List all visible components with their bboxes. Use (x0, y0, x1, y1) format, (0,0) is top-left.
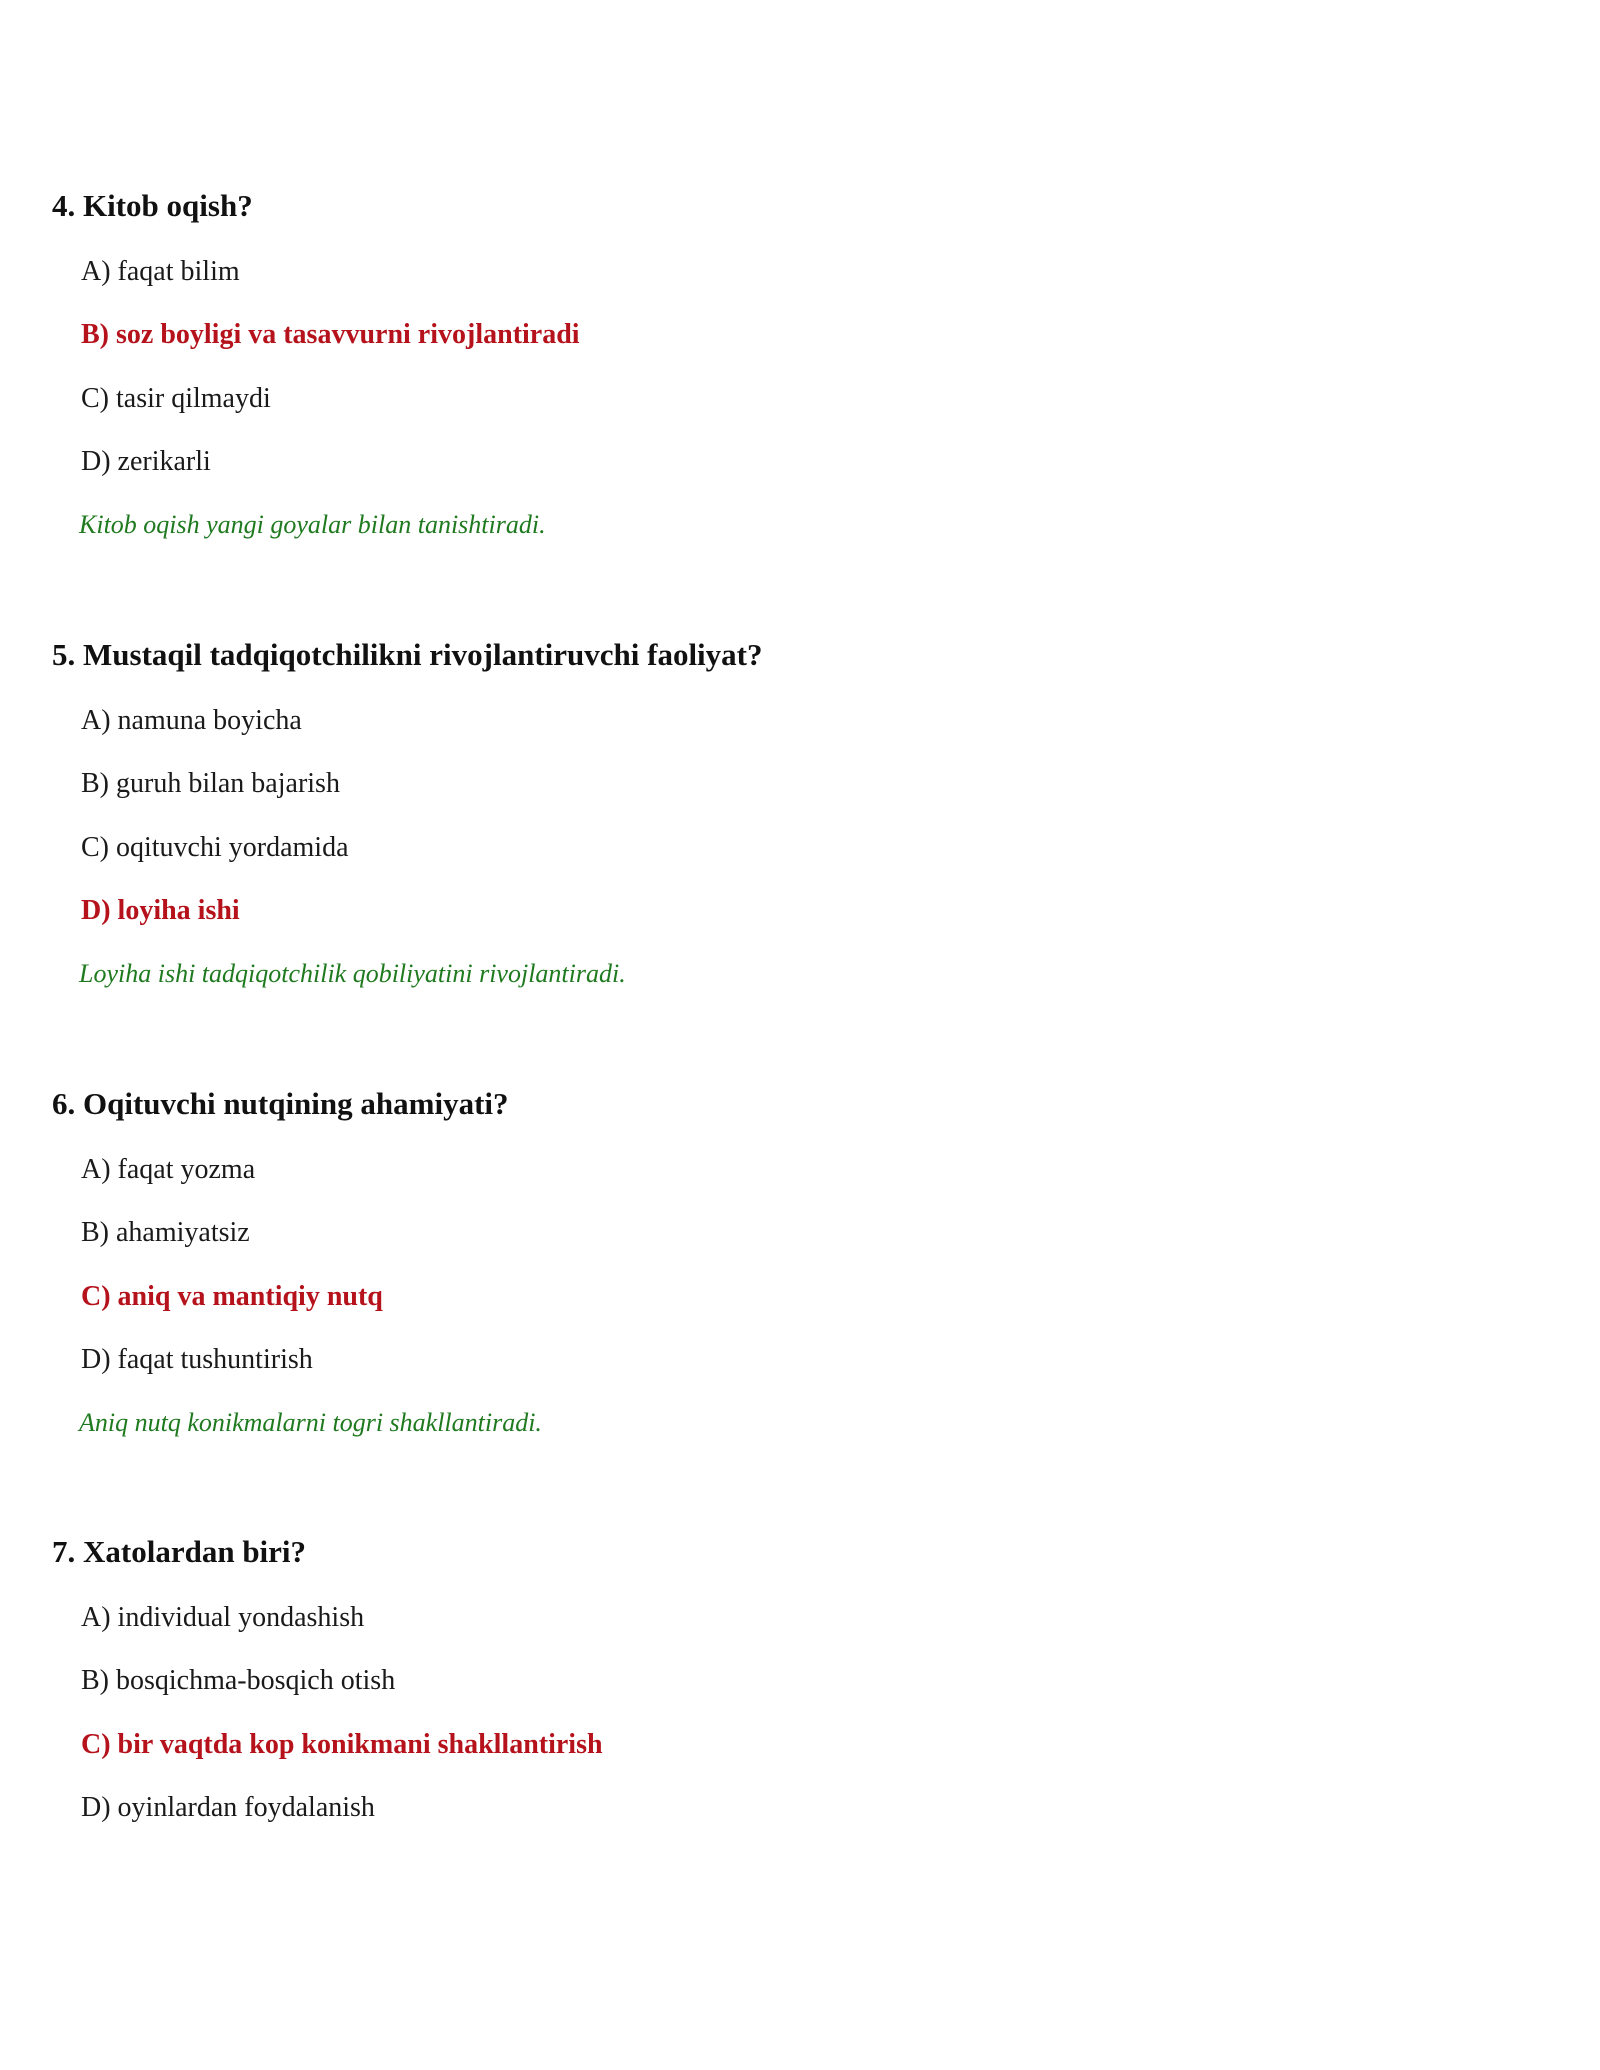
option-d-correct: D) loyiha ishi (81, 895, 240, 926)
option-b: B) bosqichma-bosqich otish (81, 1665, 396, 1696)
option-b: B) guruh bilan bajarish (81, 768, 340, 799)
question-title: 7. Xatolardan biri? (52, 1534, 307, 1569)
question-title: 4. Kitob oqish? (52, 188, 253, 223)
option-d: D) oyinlardan foydalanish (81, 1792, 375, 1823)
option-b: B) ahamiyatsiz (81, 1217, 250, 1248)
option-c: C) tasir qilmaydi (81, 383, 271, 414)
explanation: Loyiha ishi tadqiqotchilik qobiliyatini rivojlantiradi. (79, 959, 626, 988)
option-d: D) zerikarli (81, 446, 211, 477)
option-b-correct: B) soz boyligi va tasavvurni rivojlantiradi (81, 319, 580, 350)
option-a: A) namuna boyicha (81, 705, 302, 736)
option-a: A) faqat yozma (81, 1154, 256, 1185)
option-a: A) individual yondashish (81, 1602, 365, 1633)
explanation: Kitob oqish yangi goyalar bilan tanishtiradi. (79, 510, 546, 539)
question-title: 5. Mustaqil tadqiqotchilikni rivojlantiruvchi faoliyat? (52, 637, 763, 672)
option-a: A) faqat bilim (81, 256, 240, 287)
explanation: Aniq nutq konikmalarni togri shakllantiradi. (79, 1408, 542, 1437)
option-c-correct: C) bir vaqtda kop konikmani shakllantirish (81, 1729, 603, 1760)
option-d: D) faqat tushuntirish (81, 1344, 313, 1375)
option-c-correct: C) aniq va mantiqiy nutq (81, 1281, 383, 1312)
question-title: 6. Oqituvchi nutqining ahamiyati? (52, 1086, 509, 1121)
option-c: C) oqituvchi yordamida (81, 832, 349, 863)
